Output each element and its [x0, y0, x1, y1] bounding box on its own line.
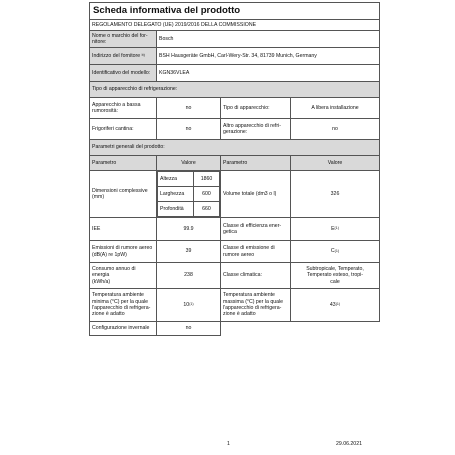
supplier-name-label: Nome o marchio del for- nitore:: [90, 31, 157, 48]
max-temperature-value: 43: [329, 301, 336, 308]
annual-consumption-label: Consumo annuo di energia (kWh/a): [90, 263, 157, 289]
noise-class-label: Classe di emissione di rumore aereo: [221, 241, 291, 263]
low-noise-value: no: [157, 98, 221, 119]
empty-cell: [221, 322, 291, 336]
col-header-value-2: Valore: [291, 156, 380, 171]
energy-class-value: E: [331, 225, 335, 232]
other-appliance-label: Altro apparecchio di refri- gerazione:: [221, 119, 291, 140]
eei-value: 99.9: [157, 218, 221, 241]
eei-label: IEE: [90, 218, 157, 241]
model-identifier-label: Identificativo del modello:: [90, 65, 157, 82]
min-temperature-cell: [157, 289, 221, 322]
supplier-name-value: Bosch: [157, 31, 380, 48]
dimension-label: Larghezza: [158, 187, 194, 202]
winter-setting-value: no: [157, 322, 221, 336]
page-number: 1: [227, 441, 230, 447]
dimension-value: 600: [193, 187, 219, 202]
appliance-type-label: Tipo di apparecchio:: [221, 98, 291, 119]
min-temperature-label: Temperatura ambiente minima (°C) per la quale l'apparecchio di refrigera- zione è adatto: [90, 289, 157, 322]
low-noise-label: Apparecchio a bassa rumorosità:: [90, 98, 157, 119]
dimension-row: [158, 202, 220, 217]
sheet-title: Scheda informativa del prodotto: [90, 3, 380, 20]
noise-emission-label: Emissioni di rumore aereo (dB(A) re 1pW): [90, 241, 157, 263]
climate-class-value: Subtropicale, Temperato, Temperato esteso, tropi- cale: [291, 263, 380, 289]
model-identifier-value: KGN36VLEA: [157, 65, 380, 82]
supplier-address-label-text: Indirizzo del fornitore: [92, 52, 141, 59]
dimensions-table: [157, 171, 220, 217]
dimensions-cell: [157, 171, 221, 218]
annual-consumption-value: 238: [157, 263, 221, 289]
sheet-table: [89, 2, 380, 336]
min-temperature-value: 10: [183, 301, 190, 308]
col-header-parameter: Parametro: [90, 156, 157, 171]
dimension-label: Altezza: [158, 172, 194, 187]
other-appliance-value: no: [291, 119, 380, 140]
climate-class-label: Classe climatica:: [221, 263, 291, 289]
appliance-type-value: A libera installazione: [291, 98, 380, 119]
energy-class-footnote: (1): [334, 226, 339, 231]
supplier-address-value: BSH Hausgeräte GmbH, Carl-Wery-Str. 34, 81739 Munich, Germany: [157, 48, 380, 65]
max-temperature-footnote: (1): [335, 302, 341, 307]
dimensions-label: Dimensioni complessive (mm): [90, 171, 157, 218]
appliance-type-heading: Tipo di apparecchio di refrigerazione:: [90, 82, 380, 98]
min-temperature-footnote: (1): [189, 302, 194, 307]
max-temperature-cell: [291, 289, 380, 322]
total-volume-label: Volume totale (dm3 o l): [221, 171, 291, 218]
dimension-row: [158, 172, 220, 187]
dimension-label: Profondità: [158, 202, 194, 217]
regulation-reference: REGOLAMENTO DELEGATO (UE) 2019/2016 DELLA COMMISSIONE: [90, 20, 380, 31]
winter-setting-label: Configurazione invernale: [90, 322, 157, 336]
dimension-value: 660: [193, 202, 219, 217]
wine-storage-value: no: [157, 119, 221, 140]
col-header-value: Valore: [157, 156, 221, 171]
energy-class-cell: [291, 218, 380, 241]
energy-class-label: Classe di efficienza ener- getica: [221, 218, 291, 241]
noise-class-value: C: [330, 248, 335, 255]
noise-class-footnote: (1): [334, 248, 340, 253]
empty-cell: [291, 322, 380, 336]
wine-storage-label: Frigoriferi cantina:: [90, 119, 157, 140]
total-volume-value: 326: [291, 171, 380, 218]
dimension-row: [158, 187, 220, 202]
document-date: 29.06.2021: [336, 441, 362, 447]
max-temperature-label: Temperatura ambiente massima (°C) per la quale l'apparecchio di refrigera- zione è adatto: [221, 289, 291, 322]
col-header-parameter-2: Parametro: [221, 156, 291, 171]
noise-emission-value: 39: [157, 241, 221, 263]
noise-class-cell: [291, 241, 380, 263]
dimension-value: 1860: [193, 172, 219, 187]
supplier-address-label: [90, 48, 157, 65]
supplier-address-marker: b): [141, 53, 145, 58]
general-parameters-heading: Parametri generali del prodotto:: [90, 140, 380, 156]
